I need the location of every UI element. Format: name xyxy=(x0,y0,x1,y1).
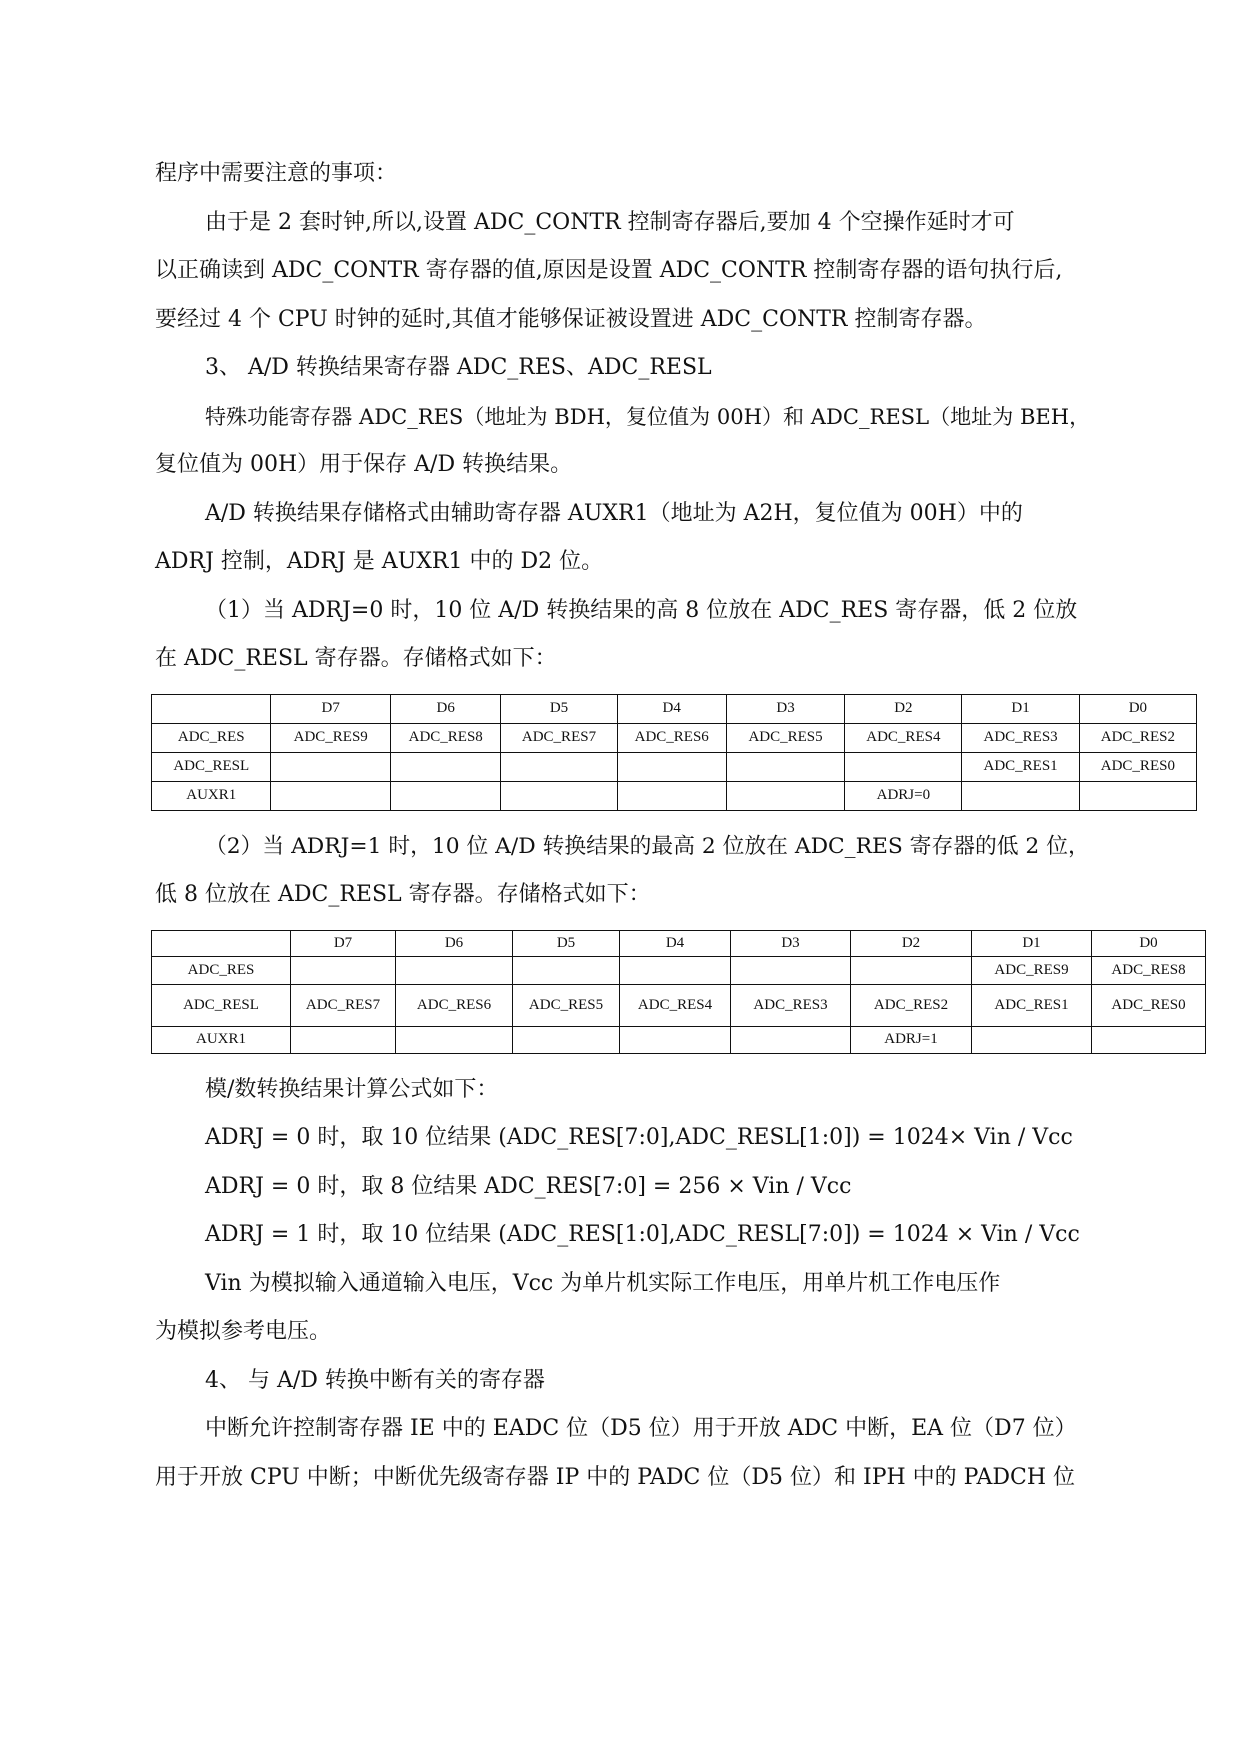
table-cell: D6 xyxy=(390,694,500,723)
table-cell: D7 xyxy=(271,694,390,723)
table-cell: D4 xyxy=(620,930,731,956)
table-cell: ADRJ=1 xyxy=(851,1026,972,1053)
table-cell: ADC_RES7 xyxy=(291,984,396,1026)
paragraph: 复位值为 00H）用于保存 A/D 转换结果。 xyxy=(155,452,573,477)
table-cell: ADC_RES6 xyxy=(396,984,513,1026)
table-row xyxy=(152,781,1197,810)
section-heading: 4、 与 A/D 转换中断有关的寄存器 xyxy=(205,1367,545,1393)
paragraph: 由于是 2 套时钟,所以,设置 ADC_CONTR 控制寄存器后,要加 4 个空操作延时才可 xyxy=(205,209,1015,235)
table-cell xyxy=(271,781,390,810)
table-cell xyxy=(617,781,726,810)
table-row xyxy=(152,723,1197,752)
formula-line: ADRJ = 1 时，取 10 位结果 (ADC_RES[1:0],ADC_RESL[7:0]) = 1024 × Vin / Vcc xyxy=(205,1222,1080,1247)
paragraph: 中断允许控制寄存器 IE 中的 EADC 位（D5 位）用于开放 ADC 中断，EA 位（D7 位） xyxy=(205,1416,1077,1441)
table-cell xyxy=(291,1026,396,1053)
table-cell xyxy=(726,752,844,781)
table-cell: ADC_RES3 xyxy=(962,723,1079,752)
table-cell: ADC_RES8 xyxy=(390,723,500,752)
table-cell: D0 xyxy=(1079,694,1196,723)
section-adrj1-intro xyxy=(155,823,1090,920)
table-row xyxy=(152,956,1206,984)
table-cell xyxy=(396,956,513,984)
paragraph: （1）当 ADRJ=0 时，10 位 A/D 转换结果的高 8 位放在 ADC_RES 寄存器，低 2 位放 xyxy=(205,597,1078,623)
paragraph: 为模拟参考电压。 xyxy=(155,1319,332,1344)
table-cell: D2 xyxy=(845,694,962,723)
paragraph: A/D 转换结果存储格式由辅助寄存器 AUXR1（地址为 A2H，复位值为 00H）中的 xyxy=(205,500,1023,526)
paragraph: Vin 为模拟输入通道输入电压，Vcc 为单片机实际工作电压，用单片机工作电压作 xyxy=(205,1270,1001,1296)
table-cell: D5 xyxy=(501,694,617,723)
register-table-adrj0 xyxy=(151,694,1197,811)
table-cell xyxy=(390,752,500,781)
table-cell: ADC_RES7 xyxy=(501,723,617,752)
table-cell: D1 xyxy=(972,930,1092,956)
table-header-row xyxy=(152,694,1197,723)
table-cell: ADC_RES9 xyxy=(972,956,1092,984)
table-cell: D5 xyxy=(513,930,620,956)
table-cell: ADC_RES8 xyxy=(1092,956,1206,984)
table-cell: ADC_RES2 xyxy=(1079,723,1196,752)
table-cell xyxy=(271,752,390,781)
paragraph: （2）当 ADRJ=1 时，10 位 A/D 转换结果的最高 2 位放在 ADC_RES 寄存器的低 2 位， xyxy=(205,833,1090,859)
table-cell: ADRJ=0 xyxy=(845,781,962,810)
paragraph: 程序中需要注意的事项： xyxy=(155,161,398,186)
table-cell: AUXR1 xyxy=(152,781,271,810)
table-cell xyxy=(851,956,972,984)
paragraph: 在 ADC_RESL 寄存器。存储格式如下： xyxy=(155,646,557,671)
table-cell: ADC_RES6 xyxy=(617,723,726,752)
section-formulas-and-interrupts xyxy=(155,1066,1090,1503)
table-cell: ADC_RES3 xyxy=(731,984,851,1026)
paragraph: 特殊功能寄存器 ADC_RES（地址为 BDH，复位值为 00H）和 ADC_RESL（地址为 BEH， xyxy=(205,403,1091,429)
table-cell: D6 xyxy=(396,930,513,956)
table-row xyxy=(152,752,1197,781)
section-heading: 3、 A/D 转换结果寄存器 ADC_RES、ADC_RESL xyxy=(205,355,712,380)
table-cell xyxy=(962,781,1079,810)
table-cell: ADC_RES4 xyxy=(620,984,731,1026)
table-cell xyxy=(152,930,291,956)
table-cell: ADC_RES0 xyxy=(1092,984,1206,1026)
table-cell: D4 xyxy=(617,694,726,723)
table-cell: ADC_RES xyxy=(152,956,291,984)
document-page xyxy=(155,150,1186,1502)
table-cell: ADC_RES5 xyxy=(726,723,844,752)
table-cell xyxy=(1079,781,1196,810)
table-cell: ADC_RES1 xyxy=(962,752,1079,781)
table-cell: ADC_RESL xyxy=(152,752,271,781)
table-cell xyxy=(731,1026,851,1053)
table-cell: D2 xyxy=(851,930,972,956)
paragraph: 模/数转换结果计算公式如下： xyxy=(205,1076,499,1102)
table-cell xyxy=(390,781,500,810)
paragraph: 用于开放 CPU 中断；中断优先级寄存器 IP 中的 PADC 位（D5 位）和 IPH 中的 PADCH 位 xyxy=(155,1464,1075,1490)
table-cell: ADC_RES4 xyxy=(845,723,962,752)
table-cell xyxy=(396,1026,513,1053)
paragraph: 以正确读到 ADC_CONTR 寄存器的值,原因是设置 ADC_CONTR 控制寄存器的语句执行后, xyxy=(155,258,1063,283)
table-cell xyxy=(726,781,844,810)
table-cell xyxy=(972,1026,1092,1053)
table-header-row xyxy=(152,930,1206,956)
table-cell: D1 xyxy=(962,694,1079,723)
table-cell xyxy=(501,781,617,810)
table-cell: ADC_RES2 xyxy=(851,984,972,1026)
table-cell xyxy=(501,752,617,781)
formula-line: ADRJ = 0 时，取 10 位结果 (ADC_RES[7:0],ADC_RESL[1:0]) = 1024× Vin / Vcc xyxy=(205,1125,1073,1150)
paragraph: ADRJ 控制，ADRJ 是 AUXR1 中的 D2 位。 xyxy=(155,549,604,574)
paragraph: 要经过 4 个 CPU 时钟的延时,其值才能够保证被设置进 ADC_CONTR 控制寄存器。 xyxy=(155,306,987,332)
table-cell xyxy=(731,956,851,984)
table-cell xyxy=(152,694,271,723)
table-cell: ADC_RES9 xyxy=(271,723,390,752)
table-cell: D7 xyxy=(291,930,396,956)
table-cell xyxy=(1092,1026,1206,1053)
table-cell: D0 xyxy=(1092,930,1206,956)
table-cell: ADC_RES1 xyxy=(972,984,1092,1026)
table-cell xyxy=(845,752,962,781)
table-cell xyxy=(620,1026,731,1053)
table-cell: D3 xyxy=(731,930,851,956)
table-cell xyxy=(291,956,396,984)
table-cell: ADC_RES0 xyxy=(1079,752,1196,781)
table-cell: AUXR1 xyxy=(152,1026,291,1053)
table-cell xyxy=(617,752,726,781)
paragraph: 低 8 位放在 ADC_RESL 寄存器。存储格式如下： xyxy=(155,882,651,907)
table-cell xyxy=(513,1026,620,1053)
table-cell: ADC_RES xyxy=(152,723,271,752)
section-adc-notes xyxy=(155,150,1090,684)
formula-line: ADRJ = 0 时，取 8 位结果 ADC_RES[7:0] = 256 × Vin / Vcc xyxy=(205,1173,852,1199)
table-cell: ADC_RESL xyxy=(152,984,291,1026)
table-cell: D3 xyxy=(726,694,844,723)
table-row xyxy=(152,984,1206,1026)
table-cell xyxy=(513,956,620,984)
table-cell xyxy=(620,956,731,984)
table-cell: ADC_RES5 xyxy=(513,984,620,1026)
table-row xyxy=(152,1026,1206,1053)
register-table-adrj1 xyxy=(151,930,1206,1054)
